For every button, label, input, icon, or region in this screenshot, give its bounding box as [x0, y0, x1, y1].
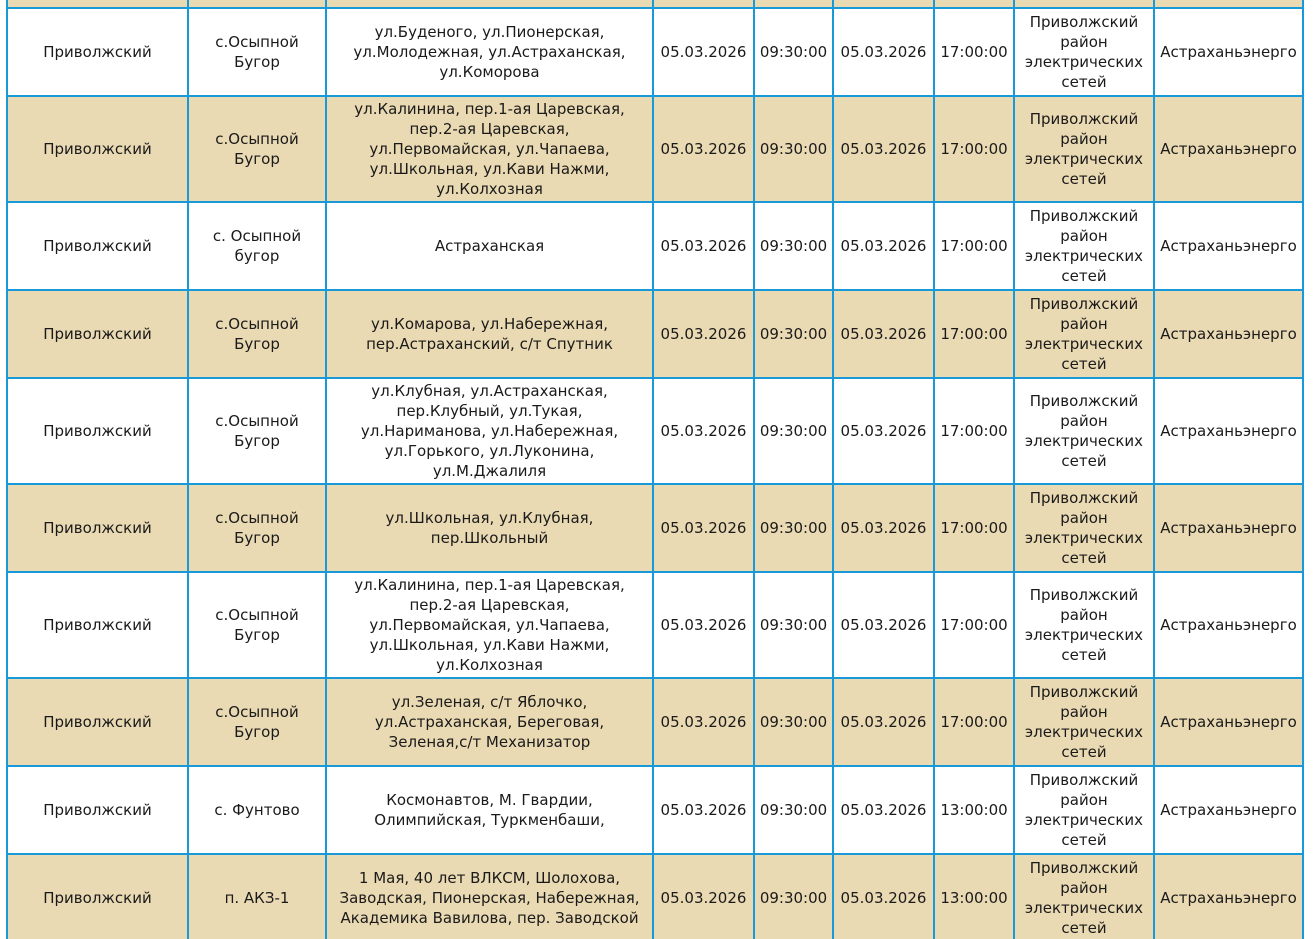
cell-streets: ул.Школьная, ул.Клубная, пер.Школьный	[326, 484, 653, 572]
cell-company: Астраханьэнерго	[1154, 8, 1303, 96]
table-row	[7, 202, 1303, 290]
cell-start-time: 09:30:00	[754, 290, 833, 378]
cell-streets: Космонавтов, М. Гвардии, Олимпийская, Туркменбаши,	[326, 766, 653, 854]
cell-end-time: 17:00:00	[934, 572, 1014, 678]
cell-end-date: 05.03.2026	[833, 484, 934, 572]
cell-district: Приволжский	[7, 378, 188, 484]
cell-start-time: 09:30:00	[754, 96, 833, 202]
cell-organization: Приволжский район электрических сетей	[1014, 678, 1154, 766]
cell-district: Приволжский	[7, 572, 188, 678]
cell-district: Приволжский	[7, 202, 188, 290]
cell-organization: Приволжский район электрических сетей	[1014, 290, 1154, 378]
cell-end-time: 17:00:00	[934, 202, 1014, 290]
cell-start-date: 05.03.2026	[653, 378, 754, 484]
table-row	[7, 96, 1303, 202]
cell-organization: Приволжский район электрических сетей	[1014, 484, 1154, 572]
cell-organization: Приволжский район электрических сетей	[1014, 854, 1154, 939]
cell-streets: ул.Зеленая, с/т Яблочко, ул.Астраханская, Береговая, Зеленая,с/т Механизатор	[326, 678, 653, 766]
cell-company: Астраханьэнерго	[1154, 678, 1303, 766]
cell-district: Приволжский	[7, 8, 188, 96]
cell-settlement	[188, 0, 326, 8]
cell-organization: Приволжский район электрических сетей	[1014, 96, 1154, 202]
cell-district: Приволжский	[7, 678, 188, 766]
cell-end-date: 05.03.2026	[833, 678, 934, 766]
cell-end-time: 13:00:00	[934, 854, 1014, 939]
outage-schedule-table	[6, 0, 1304, 939]
cell-start-date: 05.03.2026	[653, 766, 754, 854]
cell-end-date: 05.03.2026	[833, 202, 934, 290]
table-row	[7, 766, 1303, 854]
cell-start-time: 09:30:00	[754, 572, 833, 678]
cell-start-time: 09:30:00	[754, 766, 833, 854]
cell-end-date: 05.03.2026	[833, 8, 934, 96]
cell-end-date: 05.03.2026	[833, 378, 934, 484]
cell-end-date: 05.03.2026	[833, 854, 934, 939]
cell-end-date: 05.03.2026	[833, 766, 934, 854]
cell-organization	[1014, 0, 1154, 8]
cell-settlement: с.Осыпной Бугор	[188, 96, 326, 202]
cell-start-time: 09:30:00	[754, 8, 833, 96]
cell-company: Астраханьэнерго	[1154, 854, 1303, 939]
cell-settlement: с.Осыпной Бугор	[188, 484, 326, 572]
cell-start-date: 05.03.2026	[653, 202, 754, 290]
cell-start-date: 05.03.2026	[653, 290, 754, 378]
cell-end-time	[934, 0, 1014, 8]
cell-organization: Приволжский район электрических сетей	[1014, 202, 1154, 290]
cell-start-time: 09:30:00	[754, 202, 833, 290]
cell-streets: 1 Мая, 40 лет ВЛКСМ, Шолохова, Заводская, Пионерская, Набережная, Академика Вавилова, пер. Заводской	[326, 854, 653, 939]
table-row	[7, 378, 1303, 484]
cell-settlement: п. АКЗ-1	[188, 854, 326, 939]
cell-start-time: 09:30:00	[754, 854, 833, 939]
cell-settlement: с. Фунтово	[188, 766, 326, 854]
cell-settlement: с.Осыпной Бугор	[188, 378, 326, 484]
cell-district: Приволжский	[7, 766, 188, 854]
cell-district: Приволжский	[7, 96, 188, 202]
cell-district: Приволжский	[7, 484, 188, 572]
cell-settlement: с.Осыпной Бугор	[188, 290, 326, 378]
cell-settlement: с.Осыпной Бугор	[188, 572, 326, 678]
cell-start-date: 05.03.2026	[653, 572, 754, 678]
cell-end-time: 17:00:00	[934, 678, 1014, 766]
cell-start-date: 05.03.2026	[653, 854, 754, 939]
table-row	[7, 678, 1303, 766]
cell-organization: Приволжский район электрических сетей	[1014, 378, 1154, 484]
cell-settlement: с.Осыпной Бугор	[188, 8, 326, 96]
cell-streets: ул.Комарова, ул.Набережная, пер.Астраханский, с/т Спутник	[326, 290, 653, 378]
cell-district: Приволжский	[7, 854, 188, 939]
cell-settlement: с. Осыпной бугор	[188, 202, 326, 290]
table-row	[7, 290, 1303, 378]
table-row	[7, 484, 1303, 572]
cell-end-time: 13:00:00	[934, 766, 1014, 854]
cell-end-date: 05.03.2026	[833, 290, 934, 378]
cell-start-time	[754, 0, 833, 8]
cell-start-time: 09:30:00	[754, 484, 833, 572]
cell-company: Астраханьэнерго	[1154, 96, 1303, 202]
cell-streets: ул.Калинина, пер.1-ая Царевская, пер.2-ая Царевская, ул.Первомайская, ул.Чапаева, ул.Школьная, ул.Кави Нажми, ул.Колхозная	[326, 572, 653, 678]
cell-streets: ул.Клубная, ул.Астраханская, пер.Клубный, ул.Тукая, ул.Нариманова, ул.Набережная, ул.Горького, ул.Луконина, ул.М.Джалиля	[326, 378, 653, 484]
cell-company: Астраханьэнерго	[1154, 572, 1303, 678]
cell-company	[1154, 0, 1303, 8]
cell-organization: Приволжский район электрических сетей	[1014, 572, 1154, 678]
cell-start-date: 05.03.2026	[653, 8, 754, 96]
cell-organization: Приволжский район электрических сетей	[1014, 8, 1154, 96]
cell-end-time: 17:00:00	[934, 290, 1014, 378]
cell-organization: Приволжский район электрических сетей	[1014, 766, 1154, 854]
cell-district	[7, 0, 188, 8]
cell-end-date	[833, 0, 934, 8]
cell-streets: ул.Калинина, пер.1-ая Царевская, пер.2-ая Царевская, ул.Первомайская, ул.Чапаева, ул.Школьная, ул.Кави Нажми, ул.Колхозная	[326, 96, 653, 202]
cell-end-time: 17:00:00	[934, 484, 1014, 572]
cell-streets: ул.Буденого, ул.Пионерская, ул.Молодежная, ул.Астраханская, ул.Коморова	[326, 8, 653, 96]
cell-settlement: с.Осыпной Бугор	[188, 678, 326, 766]
cell-end-date: 05.03.2026	[833, 572, 934, 678]
cell-company: Астраханьэнерго	[1154, 766, 1303, 854]
cell-company: Астраханьэнерго	[1154, 484, 1303, 572]
cell-end-time: 17:00:00	[934, 96, 1014, 202]
table-row	[7, 854, 1303, 939]
cell-start-time: 09:30:00	[754, 678, 833, 766]
cell-start-date: 05.03.2026	[653, 678, 754, 766]
cell-start-date: 05.03.2026	[653, 484, 754, 572]
cell-streets: Астраханская	[326, 202, 653, 290]
cell-end-date: 05.03.2026	[833, 96, 934, 202]
cell-company: Астраханьэнерго	[1154, 202, 1303, 290]
cell-start-time: 09:30:00	[754, 378, 833, 484]
cell-streets	[326, 0, 653, 8]
cell-district: Приволжский	[7, 290, 188, 378]
cell-company: Астраханьэнерго	[1154, 378, 1303, 484]
cell-company: Астраханьэнерго	[1154, 290, 1303, 378]
table-row	[7, 8, 1303, 96]
cell-end-time: 17:00:00	[934, 378, 1014, 484]
cell-start-date	[653, 0, 754, 8]
table-row	[7, 572, 1303, 678]
cell-end-time: 17:00:00	[934, 8, 1014, 96]
table-row-partial-top	[7, 0, 1303, 8]
cell-start-date: 05.03.2026	[653, 96, 754, 202]
